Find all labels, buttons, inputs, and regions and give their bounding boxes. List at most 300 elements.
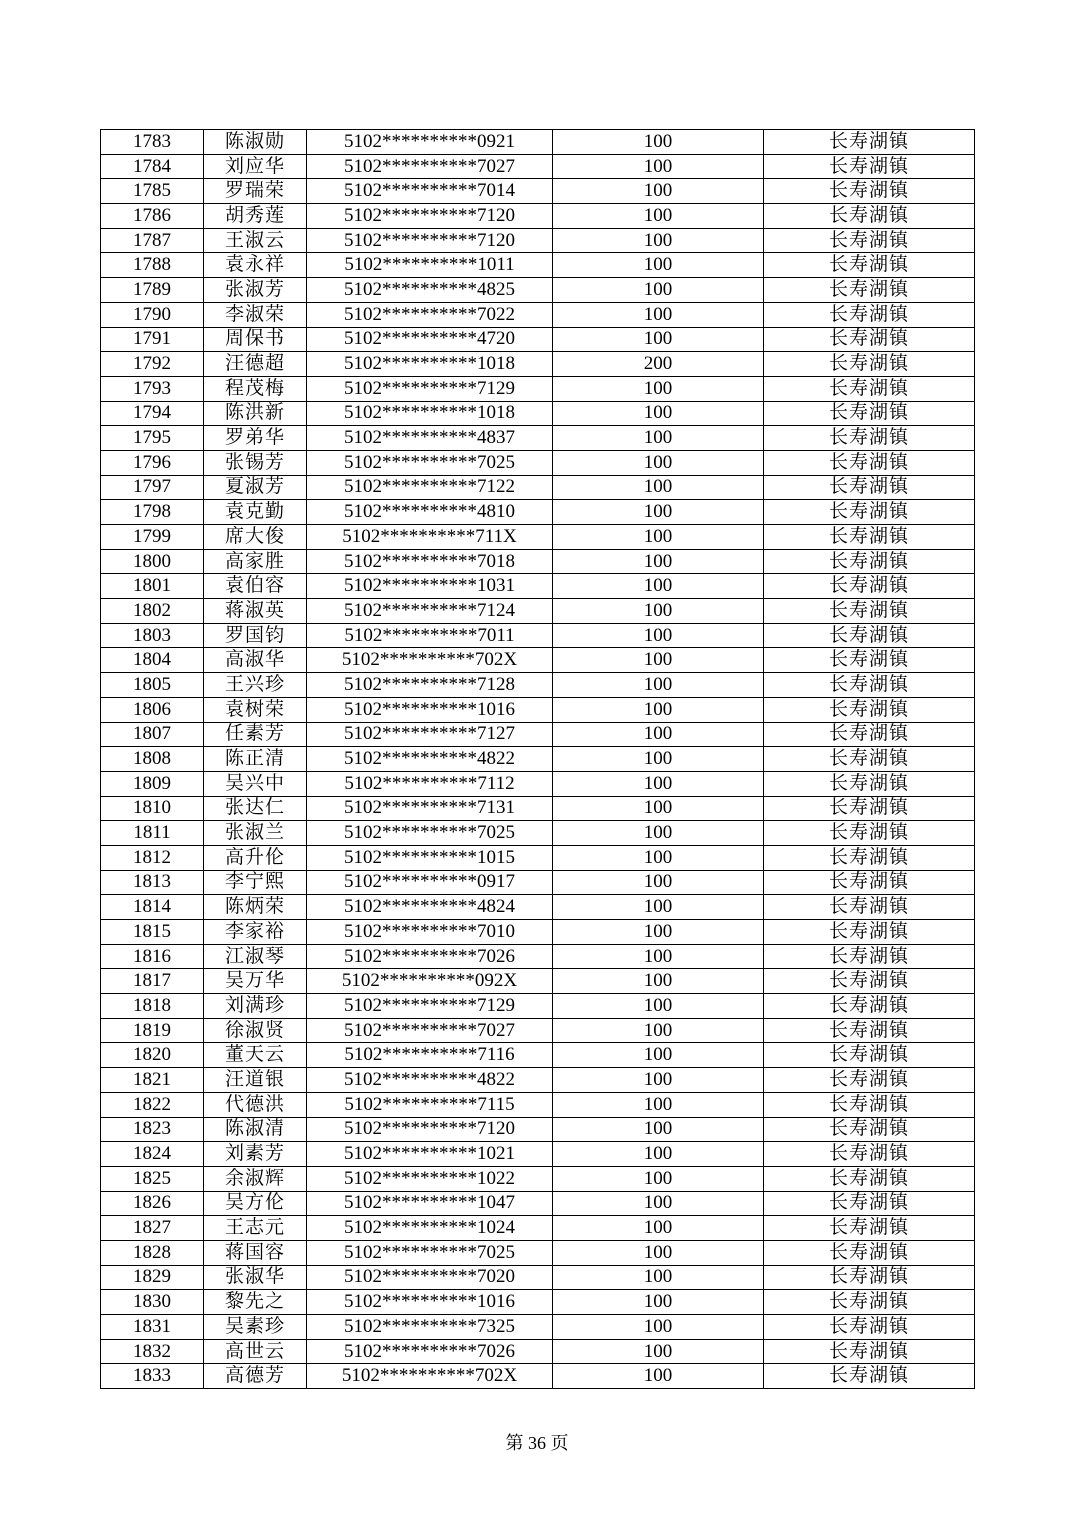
amount-cell: 100 xyxy=(553,722,764,747)
amount-cell: 100 xyxy=(553,870,764,895)
table-row xyxy=(101,1265,975,1290)
name-cell: 罗瑞荣 xyxy=(204,179,307,204)
serial-cell: 1827 xyxy=(101,1216,204,1241)
town-cell: 长寿湖镇 xyxy=(764,920,975,945)
name-cell: 吴素珍 xyxy=(204,1315,307,1340)
name-cell: 刘应华 xyxy=(204,154,307,179)
table-row xyxy=(101,130,975,155)
id-number-cell: 5102**********7120 xyxy=(307,228,553,253)
serial-cell: 1832 xyxy=(101,1339,204,1364)
id-number-cell: 5102**********7120 xyxy=(307,204,553,229)
table-row xyxy=(101,1043,975,1068)
town-cell: 长寿湖镇 xyxy=(764,154,975,179)
serial-cell: 1817 xyxy=(101,969,204,994)
amount-cell: 100 xyxy=(553,969,764,994)
name-cell: 胡秀莲 xyxy=(204,204,307,229)
amount-cell: 100 xyxy=(553,1018,764,1043)
table-row xyxy=(101,302,975,327)
town-cell: 长寿湖镇 xyxy=(764,1166,975,1191)
table-row xyxy=(101,278,975,303)
town-cell: 长寿湖镇 xyxy=(764,1339,975,1364)
id-number-cell: 5102**********4824 xyxy=(307,895,553,920)
name-cell: 袁伯容 xyxy=(204,574,307,599)
table-row xyxy=(101,228,975,253)
name-cell: 黎先之 xyxy=(204,1290,307,1315)
town-cell: 长寿湖镇 xyxy=(764,722,975,747)
serial-cell: 1813 xyxy=(101,870,204,895)
town-cell: 长寿湖镇 xyxy=(764,845,975,870)
serial-cell: 1823 xyxy=(101,1117,204,1142)
town-cell: 长寿湖镇 xyxy=(764,994,975,1019)
serial-cell: 1794 xyxy=(101,401,204,426)
id-number-cell: 5102**********7120 xyxy=(307,1117,553,1142)
table-row xyxy=(101,796,975,821)
town-cell: 长寿湖镇 xyxy=(764,352,975,377)
amount-cell: 100 xyxy=(553,1265,764,1290)
serial-cell: 1798 xyxy=(101,500,204,525)
table-row xyxy=(101,401,975,426)
amount-cell: 100 xyxy=(553,574,764,599)
amount-cell: 100 xyxy=(553,1364,764,1389)
table-row xyxy=(101,376,975,401)
town-cell: 长寿湖镇 xyxy=(764,179,975,204)
amount-cell: 100 xyxy=(553,450,764,475)
amount-cell: 100 xyxy=(553,673,764,698)
serial-cell: 1809 xyxy=(101,771,204,796)
serial-cell: 1830 xyxy=(101,1290,204,1315)
id-number-cell: 5102**********4822 xyxy=(307,747,553,772)
table-row xyxy=(101,1339,975,1364)
serial-cell: 1801 xyxy=(101,574,204,599)
amount-cell: 100 xyxy=(553,994,764,1019)
table-row xyxy=(101,1068,975,1093)
id-number-cell: 5102**********0921 xyxy=(307,130,553,155)
amount-cell: 100 xyxy=(553,179,764,204)
id-number-cell: 5102**********7026 xyxy=(307,944,553,969)
name-cell: 罗国钧 xyxy=(204,623,307,648)
amount-cell: 100 xyxy=(553,747,764,772)
name-cell: 蒋淑英 xyxy=(204,599,307,624)
name-cell: 刘素芳 xyxy=(204,1142,307,1167)
serial-cell: 1802 xyxy=(101,599,204,624)
id-number-cell: 5102**********7014 xyxy=(307,179,553,204)
town-cell: 长寿湖镇 xyxy=(764,1290,975,1315)
id-number-cell: 5102**********4720 xyxy=(307,327,553,352)
serial-cell: 1783 xyxy=(101,130,204,155)
town-cell: 长寿湖镇 xyxy=(764,673,975,698)
serial-cell: 1810 xyxy=(101,796,204,821)
serial-cell: 1826 xyxy=(101,1191,204,1216)
id-number-cell: 5102**********7129 xyxy=(307,994,553,1019)
serial-cell: 1819 xyxy=(101,1018,204,1043)
town-cell: 长寿湖镇 xyxy=(764,302,975,327)
town-cell: 长寿湖镇 xyxy=(764,1117,975,1142)
town-cell: 长寿湖镇 xyxy=(764,944,975,969)
town-cell: 长寿湖镇 xyxy=(764,1068,975,1093)
amount-cell: 100 xyxy=(553,376,764,401)
amount-cell: 100 xyxy=(553,253,764,278)
serial-cell: 1811 xyxy=(101,821,204,846)
name-cell: 任素芳 xyxy=(204,722,307,747)
id-number-cell: 5102**********1031 xyxy=(307,574,553,599)
town-cell: 长寿湖镇 xyxy=(764,648,975,673)
serial-cell: 1825 xyxy=(101,1166,204,1191)
serial-cell: 1818 xyxy=(101,994,204,1019)
town-cell: 长寿湖镇 xyxy=(764,969,975,994)
town-cell: 长寿湖镇 xyxy=(764,1142,975,1167)
amount-cell: 100 xyxy=(553,771,764,796)
id-number-cell: 5102**********1011 xyxy=(307,253,553,278)
roster-table-body xyxy=(101,130,975,1389)
amount-cell: 100 xyxy=(553,549,764,574)
town-cell: 长寿湖镇 xyxy=(764,549,975,574)
id-number-cell: 5102**********702X xyxy=(307,648,553,673)
name-cell: 高家胜 xyxy=(204,549,307,574)
town-cell: 长寿湖镇 xyxy=(764,1092,975,1117)
amount-cell: 100 xyxy=(553,845,764,870)
town-cell: 长寿湖镇 xyxy=(764,697,975,722)
serial-cell: 1792 xyxy=(101,352,204,377)
table-row xyxy=(101,870,975,895)
town-cell: 长寿湖镇 xyxy=(764,796,975,821)
name-cell: 李淑荣 xyxy=(204,302,307,327)
name-cell: 袁永祥 xyxy=(204,253,307,278)
amount-cell: 100 xyxy=(553,1092,764,1117)
amount-cell: 100 xyxy=(553,475,764,500)
id-number-cell: 5102**********7025 xyxy=(307,1240,553,1265)
table-row xyxy=(101,920,975,945)
id-number-cell: 5102**********1024 xyxy=(307,1216,553,1241)
id-number-cell: 5102**********7325 xyxy=(307,1315,553,1340)
name-cell: 吴方伦 xyxy=(204,1191,307,1216)
name-cell: 高世云 xyxy=(204,1339,307,1364)
town-cell: 长寿湖镇 xyxy=(764,450,975,475)
name-cell: 袁树荣 xyxy=(204,697,307,722)
id-number-cell: 5102**********7124 xyxy=(307,599,553,624)
serial-cell: 1829 xyxy=(101,1265,204,1290)
id-number-cell: 5102**********7011 xyxy=(307,623,553,648)
amount-cell: 100 xyxy=(553,1216,764,1241)
table-row xyxy=(101,747,975,772)
amount-cell: 100 xyxy=(553,920,764,945)
amount-cell: 100 xyxy=(553,130,764,155)
name-cell: 吴兴中 xyxy=(204,771,307,796)
name-cell: 吴万华 xyxy=(204,969,307,994)
amount-cell: 100 xyxy=(553,1068,764,1093)
table-row xyxy=(101,821,975,846)
table-row xyxy=(101,154,975,179)
table-row xyxy=(101,1290,975,1315)
id-number-cell: 5102**********7116 xyxy=(307,1043,553,1068)
id-number-cell: 5102**********7025 xyxy=(307,450,553,475)
id-number-cell: 5102**********7025 xyxy=(307,821,553,846)
id-number-cell: 5102**********1016 xyxy=(307,1290,553,1315)
name-cell: 高升伦 xyxy=(204,845,307,870)
table-row xyxy=(101,673,975,698)
amount-cell: 100 xyxy=(553,1240,764,1265)
id-number-cell: 5102**********4825 xyxy=(307,278,553,303)
amount-cell: 100 xyxy=(553,1339,764,1364)
town-cell: 长寿湖镇 xyxy=(764,623,975,648)
serial-cell: 1820 xyxy=(101,1043,204,1068)
town-cell: 长寿湖镇 xyxy=(764,1191,975,1216)
serial-cell: 1816 xyxy=(101,944,204,969)
name-cell: 陈淑勋 xyxy=(204,130,307,155)
table-row xyxy=(101,204,975,229)
id-number-cell: 5102**********7027 xyxy=(307,154,553,179)
amount-cell: 100 xyxy=(553,154,764,179)
serial-cell: 1814 xyxy=(101,895,204,920)
serial-cell: 1793 xyxy=(101,376,204,401)
town-cell: 长寿湖镇 xyxy=(764,475,975,500)
id-number-cell: 5102**********1021 xyxy=(307,1142,553,1167)
id-number-cell: 5102**********7026 xyxy=(307,1339,553,1364)
serial-cell: 1785 xyxy=(101,179,204,204)
table-row xyxy=(101,771,975,796)
name-cell: 张锡芳 xyxy=(204,450,307,475)
table-row xyxy=(101,969,975,994)
table-row xyxy=(101,1117,975,1142)
table-row xyxy=(101,697,975,722)
amount-cell: 100 xyxy=(553,278,764,303)
name-cell: 代德洪 xyxy=(204,1092,307,1117)
amount-cell: 100 xyxy=(553,821,764,846)
serial-cell: 1828 xyxy=(101,1240,204,1265)
amount-cell: 100 xyxy=(553,302,764,327)
name-cell: 夏淑芳 xyxy=(204,475,307,500)
id-number-cell: 5102**********7127 xyxy=(307,722,553,747)
amount-cell: 100 xyxy=(553,228,764,253)
town-cell: 长寿湖镇 xyxy=(764,574,975,599)
table-row xyxy=(101,1092,975,1117)
table-row xyxy=(101,1364,975,1389)
id-number-cell: 5102**********7122 xyxy=(307,475,553,500)
table-row xyxy=(101,327,975,352)
name-cell: 汪道银 xyxy=(204,1068,307,1093)
serial-cell: 1821 xyxy=(101,1068,204,1093)
table-row xyxy=(101,549,975,574)
table-row xyxy=(101,1216,975,1241)
town-cell: 长寿湖镇 xyxy=(764,771,975,796)
amount-cell: 100 xyxy=(553,1191,764,1216)
amount-cell: 100 xyxy=(553,426,764,451)
amount-cell: 100 xyxy=(553,1117,764,1142)
id-number-cell: 5102**********711X xyxy=(307,525,553,550)
amount-cell: 100 xyxy=(553,697,764,722)
name-cell: 徐淑贤 xyxy=(204,1018,307,1043)
id-number-cell: 5102**********7131 xyxy=(307,796,553,821)
serial-cell: 1831 xyxy=(101,1315,204,1340)
amount-cell: 100 xyxy=(553,327,764,352)
id-number-cell: 5102**********092X xyxy=(307,969,553,994)
id-number-cell: 5102**********7018 xyxy=(307,549,553,574)
town-cell: 长寿湖镇 xyxy=(764,1315,975,1340)
serial-cell: 1805 xyxy=(101,673,204,698)
town-cell: 长寿湖镇 xyxy=(764,327,975,352)
town-cell: 长寿湖镇 xyxy=(764,401,975,426)
id-number-cell: 5102**********7129 xyxy=(307,376,553,401)
serial-cell: 1812 xyxy=(101,845,204,870)
table-row xyxy=(101,1142,975,1167)
serial-cell: 1790 xyxy=(101,302,204,327)
table-row xyxy=(101,1315,975,1340)
serial-cell: 1787 xyxy=(101,228,204,253)
amount-cell: 100 xyxy=(553,623,764,648)
name-cell: 刘满珍 xyxy=(204,994,307,1019)
name-cell: 高淑华 xyxy=(204,648,307,673)
name-cell: 江淑琴 xyxy=(204,944,307,969)
town-cell: 长寿湖镇 xyxy=(764,376,975,401)
amount-cell: 200 xyxy=(553,352,764,377)
table-row xyxy=(101,253,975,278)
id-number-cell: 5102**********1018 xyxy=(307,401,553,426)
town-cell: 长寿湖镇 xyxy=(764,253,975,278)
amount-cell: 100 xyxy=(553,1315,764,1340)
town-cell: 长寿湖镇 xyxy=(764,895,975,920)
serial-cell: 1791 xyxy=(101,327,204,352)
serial-cell: 1797 xyxy=(101,475,204,500)
name-cell: 李宁熙 xyxy=(204,870,307,895)
table-row xyxy=(101,450,975,475)
town-cell: 长寿湖镇 xyxy=(764,130,975,155)
name-cell: 袁克勤 xyxy=(204,500,307,525)
table-row xyxy=(101,994,975,1019)
table-row xyxy=(101,895,975,920)
amount-cell: 100 xyxy=(553,401,764,426)
name-cell: 张达仁 xyxy=(204,796,307,821)
town-cell: 长寿湖镇 xyxy=(764,525,975,550)
town-cell: 长寿湖镇 xyxy=(764,228,975,253)
name-cell: 王淑云 xyxy=(204,228,307,253)
town-cell: 长寿湖镇 xyxy=(764,821,975,846)
serial-cell: 1803 xyxy=(101,623,204,648)
amount-cell: 100 xyxy=(553,895,764,920)
roster-table xyxy=(100,129,975,1389)
amount-cell: 100 xyxy=(553,1142,764,1167)
amount-cell: 100 xyxy=(553,1290,764,1315)
table-row xyxy=(101,1240,975,1265)
table-row xyxy=(101,1018,975,1043)
town-cell: 长寿湖镇 xyxy=(764,1216,975,1241)
serial-cell: 1815 xyxy=(101,920,204,945)
name-cell: 席大俊 xyxy=(204,525,307,550)
town-cell: 长寿湖镇 xyxy=(764,500,975,525)
name-cell: 张淑芳 xyxy=(204,278,307,303)
table-row xyxy=(101,525,975,550)
table-row xyxy=(101,623,975,648)
table-row xyxy=(101,352,975,377)
serial-cell: 1799 xyxy=(101,525,204,550)
name-cell: 周保书 xyxy=(204,327,307,352)
serial-cell: 1824 xyxy=(101,1142,204,1167)
name-cell: 王兴珍 xyxy=(204,673,307,698)
name-cell: 张淑兰 xyxy=(204,821,307,846)
amount-cell: 100 xyxy=(553,525,764,550)
serial-cell: 1807 xyxy=(101,722,204,747)
serial-cell: 1800 xyxy=(101,549,204,574)
amount-cell: 100 xyxy=(553,1166,764,1191)
id-number-cell: 5102**********1018 xyxy=(307,352,553,377)
table-row xyxy=(101,845,975,870)
serial-cell: 1786 xyxy=(101,204,204,229)
town-cell: 长寿湖镇 xyxy=(764,747,975,772)
town-cell: 长寿湖镇 xyxy=(764,278,975,303)
id-number-cell: 5102**********7128 xyxy=(307,673,553,698)
name-cell: 董天云 xyxy=(204,1043,307,1068)
name-cell: 张淑华 xyxy=(204,1265,307,1290)
id-number-cell: 5102**********7010 xyxy=(307,920,553,945)
id-number-cell: 5102**********4810 xyxy=(307,500,553,525)
id-number-cell: 5102**********7022 xyxy=(307,302,553,327)
id-number-cell: 5102**********0917 xyxy=(307,870,553,895)
amount-cell: 100 xyxy=(553,500,764,525)
town-cell: 长寿湖镇 xyxy=(764,1364,975,1389)
town-cell: 长寿湖镇 xyxy=(764,1043,975,1068)
serial-cell: 1788 xyxy=(101,253,204,278)
table-row xyxy=(101,944,975,969)
id-number-cell: 5102**********7115 xyxy=(307,1092,553,1117)
serial-cell: 1806 xyxy=(101,697,204,722)
name-cell: 高德芳 xyxy=(204,1364,307,1389)
amount-cell: 100 xyxy=(553,599,764,624)
town-cell: 长寿湖镇 xyxy=(764,1240,975,1265)
amount-cell: 100 xyxy=(553,1043,764,1068)
table-row xyxy=(101,574,975,599)
serial-cell: 1822 xyxy=(101,1092,204,1117)
page-number: 第 36 页 xyxy=(505,1433,569,1453)
table-row xyxy=(101,599,975,624)
name-cell: 陈淑清 xyxy=(204,1117,307,1142)
id-number-cell: 5102**********1015 xyxy=(307,845,553,870)
table-row xyxy=(101,426,975,451)
serial-cell: 1795 xyxy=(101,426,204,451)
name-cell: 李家裕 xyxy=(204,920,307,945)
table-row xyxy=(101,648,975,673)
serial-cell: 1796 xyxy=(101,450,204,475)
serial-cell: 1784 xyxy=(101,154,204,179)
name-cell: 罗弟华 xyxy=(204,426,307,451)
amount-cell: 100 xyxy=(553,796,764,821)
name-cell: 陈炳荣 xyxy=(204,895,307,920)
id-number-cell: 5102**********4837 xyxy=(307,426,553,451)
name-cell: 陈正清 xyxy=(204,747,307,772)
id-number-cell: 5102**********1022 xyxy=(307,1166,553,1191)
name-cell: 余淑辉 xyxy=(204,1166,307,1191)
name-cell: 汪德超 xyxy=(204,352,307,377)
name-cell: 蒋国容 xyxy=(204,1240,307,1265)
name-cell: 陈洪新 xyxy=(204,401,307,426)
serial-cell: 1808 xyxy=(101,747,204,772)
id-number-cell: 5102**********7020 xyxy=(307,1265,553,1290)
town-cell: 长寿湖镇 xyxy=(764,1265,975,1290)
name-cell: 程茂梅 xyxy=(204,376,307,401)
id-number-cell: 5102**********7112 xyxy=(307,771,553,796)
table-row xyxy=(101,475,975,500)
amount-cell: 100 xyxy=(553,648,764,673)
town-cell: 长寿湖镇 xyxy=(764,599,975,624)
serial-cell: 1789 xyxy=(101,278,204,303)
name-cell: 王志元 xyxy=(204,1216,307,1241)
serial-cell: 1833 xyxy=(101,1364,204,1389)
table-row xyxy=(101,1166,975,1191)
town-cell: 长寿湖镇 xyxy=(764,870,975,895)
serial-cell: 1804 xyxy=(101,648,204,673)
id-number-cell: 5102**********1016 xyxy=(307,697,553,722)
town-cell: 长寿湖镇 xyxy=(764,204,975,229)
id-number-cell: 5102**********7027 xyxy=(307,1018,553,1043)
table-row xyxy=(101,1191,975,1216)
town-cell: 长寿湖镇 xyxy=(764,1018,975,1043)
